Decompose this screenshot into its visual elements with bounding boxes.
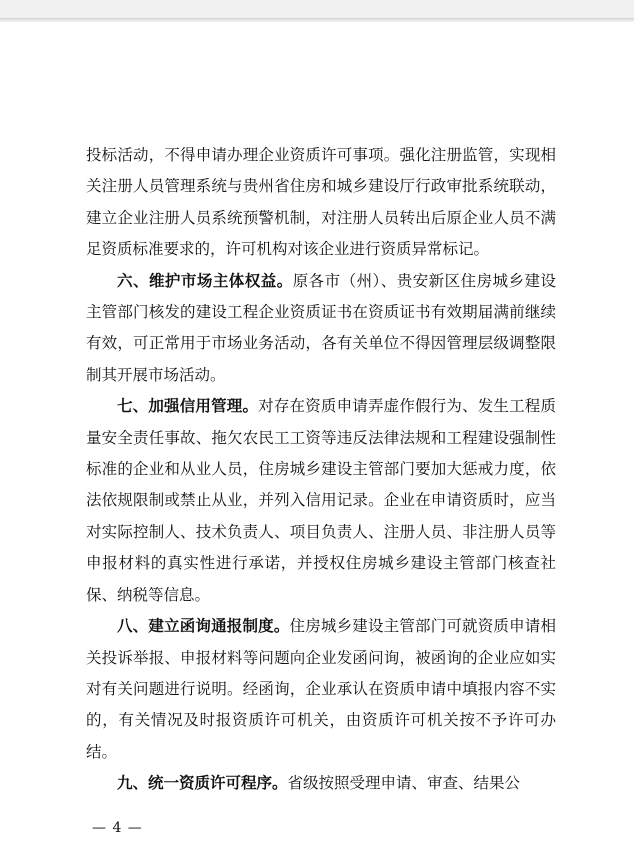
section-heading: 九、统一资质许可程序。 [117,774,288,793]
paragraph-text: 省级按照受理申请、审查、结果公 [287,774,521,793]
section-heading: 七、加强信用管理。 [117,397,259,416]
paragraph-text: 投标活动，不得申请办理企业资质许可事项。强化注册监管，实现相关注册人员管理系统与贵州省住房和城乡建设厅行政审批系统联动，建立企业注册人员系统预警机制，对注册人员转出后原企业人员不满足资质标准要求的，许可机构对该企业进行资质异常标记。 [86,146,556,259]
paragraph-text: 对存在资质申请弄虚作假行为、发生工程质量安全责任事故、拖欠农民工工资等违反法律法规和工程建设强制性标准的企业和从业人员，住房城乡建设主管部门要加大惩戒力度，依法依规限制或禁止从业，并列入信用记录。企业在申请资质时，应当对实际控制人、技术负责人、项目负责人、注册人员、非注册人员等申报材料的真实性进行承诺，并授权住房城乡建设主管部门核查社保、纳税等信息。 [86,397,556,604]
page-number: — 4 — [92,820,143,836]
section-heading: 六、维护市场主体权益。 [117,271,293,290]
paragraph-section-8 [86,611,556,768]
paragraph-continuation [86,140,556,266]
paragraph-text: 住房城乡建设主管部门可就资质申请相关投诉举报、申报材料等问题向企业发函问询，被函询的企业应如实对有关问题进行说明。经函询，企业承认在资质申请中填报内容不实的，有关情况及时报资质许可机关，由资质许可机关按不予许可办结。 [86,617,556,761]
document-page [0,22,634,842]
paragraph-section-6 [86,266,556,392]
paragraph-section-9 [86,768,556,799]
section-heading: 八、建立函询通报制度。 [117,617,290,636]
paragraph-section-7 [86,391,556,611]
page-content [86,140,556,800]
viewer-toolbar [0,0,634,19]
paragraph-text: 原各市（州）、贵安新区住房城乡建设主管部门核发的建设工程企业资质证书在资质证书有效期届满前继续有效，可正常用于市场业务活动，各有关单位不得因管理层级调整限制其开展市场活动。 [86,271,556,384]
